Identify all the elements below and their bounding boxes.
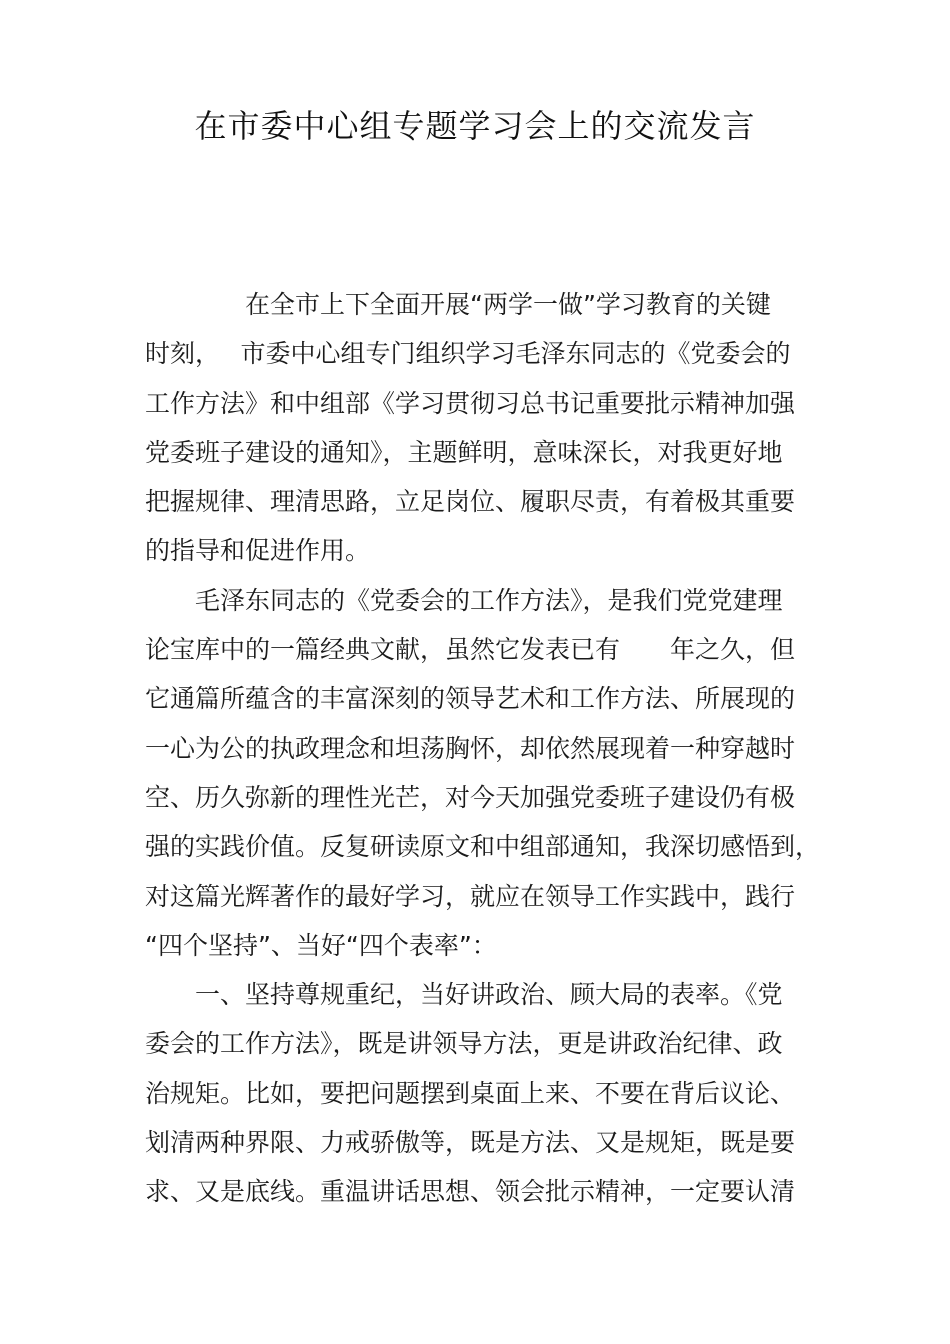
paragraph-line: 的指导和促进作用。 xyxy=(145,536,371,566)
paragraph-line: 强的实践价值。反复研读原文和中组部通知，我深切感悟到， xyxy=(145,832,821,862)
paragraph-line: 对这篇光辉著作的最好学习，就应在领导工作实践中，践行 xyxy=(145,881,796,911)
paragraph-line: “四个坚持”、当好“四个表率”： xyxy=(145,930,497,960)
paragraph-line: 空、历久弥新的理性光芒，对今天加强党委班子建设仍有极 xyxy=(145,782,796,812)
paragraph-line: 把握规律、理清思路，立足岗位、履职尽责，有着极其重要 xyxy=(145,487,796,517)
document-body xyxy=(145,280,821,1217)
paragraph-line: 一、坚持尊规重纪，当好讲政治、顾大局的表率。《党 xyxy=(195,980,783,1010)
paragraph-line: 毛泽东同志的《党委会的工作方法》，是我们党党建理 xyxy=(195,585,783,615)
paragraph-line: 时刻， 市委中心组专门组织学习毛泽东同志的《党委会的 xyxy=(145,339,791,369)
paragraph-line: 一心为公的执政理念和坦荡胸怀，却依然展现着一种穿越时 xyxy=(145,733,796,763)
paragraph-line: 委会的工作方法》，既是讲领导方法，更是讲政治纪律、政 xyxy=(145,1029,783,1059)
paragraph-line: 划清两种界限、力戒骄傲等，既是方法、又是规矩，既是要 xyxy=(145,1128,796,1158)
paragraph-line: 治规矩。比如，要把问题摆到桌面上来、不要在背后议论、 xyxy=(145,1078,796,1108)
paragraph-2 xyxy=(145,576,821,970)
paragraph-3 xyxy=(145,970,815,1216)
document-title: 在市委中心组专题学习会上的交流发言 xyxy=(194,107,756,145)
paragraph-line: 求、又是底线。重温讲话思想、领会批示精神，一定要认清 xyxy=(145,1177,796,1207)
paragraph-line: 党委班子建设的通知》，主题鲜明，意味深长，对我更好地 xyxy=(145,437,783,467)
paragraph-line: 工作方法》和中组部《学习贯彻习总书记重要批示精神加强 xyxy=(145,388,796,418)
paragraph-1 xyxy=(145,280,815,576)
paragraph-line: 它通篇所蕴含的丰富深刻的领导艺术和工作方法、所展现的 xyxy=(145,684,796,714)
paragraph-line: 论宝库中的一篇经典文献，虽然它发表已有 年之久，但 xyxy=(145,635,796,665)
paragraph-line: 在全市上下全面开展“两学一做”学习教育的关键 xyxy=(245,290,771,319)
